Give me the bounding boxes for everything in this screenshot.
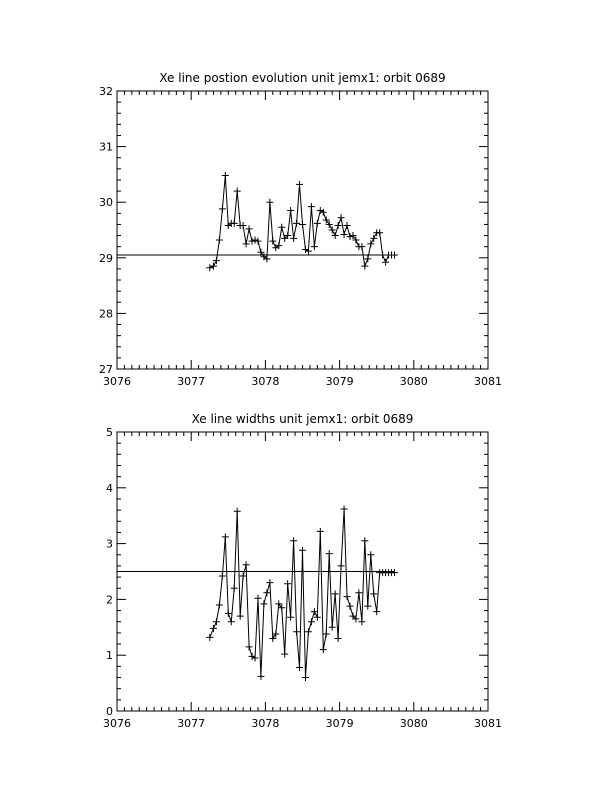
series-line bbox=[210, 509, 395, 678]
data-point-marker bbox=[287, 614, 294, 621]
data-point-marker bbox=[249, 653, 256, 660]
data-point-marker bbox=[367, 551, 374, 558]
data-point-marker bbox=[254, 238, 261, 245]
data-point-marker bbox=[391, 252, 398, 259]
plot-frame bbox=[117, 91, 488, 369]
data-point-marker bbox=[302, 674, 309, 681]
x-tick-label: 3079 bbox=[325, 717, 354, 730]
data-point-marker bbox=[296, 664, 303, 671]
data-point-marker bbox=[266, 199, 273, 206]
x-tick-label: 3079 bbox=[325, 375, 354, 388]
data-point-marker bbox=[326, 550, 333, 557]
data-point-marker bbox=[361, 263, 368, 270]
data-point-marker bbox=[308, 203, 315, 210]
data-point-marker bbox=[335, 635, 342, 642]
chart-title: Xe line postion evolution unit jemx1: orbit 0689 bbox=[159, 71, 446, 85]
data-point-marker bbox=[370, 235, 377, 242]
data-point-marker bbox=[314, 614, 321, 621]
data-point-marker bbox=[391, 569, 398, 576]
data-point-marker bbox=[323, 630, 330, 637]
data-point-marker bbox=[352, 237, 359, 244]
data-point-marker bbox=[269, 238, 276, 245]
y-tick-label: 30 bbox=[99, 196, 113, 210]
data-point-marker bbox=[308, 618, 315, 625]
data-point-marker bbox=[234, 508, 241, 515]
x-tick-label: 3077 bbox=[177, 717, 206, 730]
data-point-marker bbox=[302, 246, 309, 253]
x-tick-label: 3077 bbox=[177, 375, 206, 388]
y-tick-label: 0 bbox=[106, 705, 113, 718]
data-point-marker bbox=[252, 654, 259, 661]
chart-title: Xe line widths unit jemx1: orbit 0689 bbox=[191, 412, 414, 426]
x-tick-label: 3080 bbox=[399, 375, 428, 388]
data-point-marker bbox=[240, 222, 247, 229]
data-point-marker bbox=[206, 264, 213, 271]
data-point-marker bbox=[260, 600, 267, 607]
data-point-marker bbox=[266, 579, 273, 586]
data-point-marker bbox=[329, 227, 336, 234]
y-tick-label: 1 bbox=[106, 649, 113, 663]
data-point-marker bbox=[370, 590, 377, 597]
data-point-marker bbox=[338, 214, 345, 221]
data-point-marker bbox=[284, 580, 291, 587]
y-tick-label: 32 bbox=[99, 85, 113, 98]
position-evolution-chart bbox=[99, 71, 502, 388]
x-tick-label: 3081 bbox=[474, 375, 502, 388]
x-tick-label: 3080 bbox=[399, 717, 428, 730]
data-point-marker bbox=[344, 222, 351, 229]
data-point-marker bbox=[323, 216, 330, 223]
y-tick-label: 31 bbox=[99, 140, 113, 154]
data-point-marker bbox=[305, 248, 312, 255]
data-point-marker bbox=[231, 585, 238, 592]
data-point-marker bbox=[254, 595, 261, 602]
data-point-marker bbox=[311, 608, 318, 615]
data-point-marker bbox=[216, 601, 223, 608]
data-point-marker bbox=[225, 610, 232, 617]
data-point-marker bbox=[364, 603, 371, 610]
data-point-marker bbox=[272, 630, 279, 637]
data-point-marker bbox=[317, 207, 324, 214]
data-point-marker bbox=[320, 209, 327, 216]
y-tick-label: 29 bbox=[99, 251, 113, 265]
data-point-marker bbox=[299, 547, 306, 554]
data-point-marker bbox=[222, 533, 229, 540]
data-point-marker bbox=[240, 572, 247, 579]
data-point-marker bbox=[216, 237, 223, 244]
data-point-marker bbox=[355, 589, 362, 596]
data-point-marker bbox=[243, 561, 250, 568]
data-point-marker bbox=[349, 232, 356, 239]
data-point-marker bbox=[358, 243, 365, 250]
data-point-marker bbox=[326, 221, 333, 228]
data-point-marker bbox=[210, 625, 217, 632]
data-point-marker bbox=[376, 229, 383, 236]
y-tick-label: 27 bbox=[99, 363, 113, 376]
data-point-marker bbox=[332, 590, 339, 597]
data-point-marker bbox=[329, 624, 336, 631]
x-tick-label: 3078 bbox=[251, 375, 280, 388]
y-tick-label: 3 bbox=[106, 537, 113, 551]
data-point-marker bbox=[213, 618, 220, 625]
data-point-marker bbox=[293, 628, 300, 635]
data-point-marker bbox=[311, 243, 318, 250]
data-point-marker bbox=[263, 589, 270, 596]
data-point-marker bbox=[382, 259, 389, 266]
x-tick-label: 3076 bbox=[103, 375, 131, 388]
data-point-marker bbox=[346, 603, 353, 610]
y-tick-label: 5 bbox=[106, 426, 113, 439]
data-point-marker bbox=[237, 613, 244, 620]
data-point-marker bbox=[206, 634, 213, 641]
data-point-marker bbox=[257, 673, 264, 680]
data-point-marker bbox=[278, 224, 285, 231]
data-point-marker bbox=[317, 528, 324, 535]
data-point-marker bbox=[373, 608, 380, 615]
data-point-marker bbox=[219, 572, 226, 579]
data-point-marker bbox=[299, 221, 306, 228]
data-point-marker bbox=[234, 188, 241, 195]
data-point-marker bbox=[228, 618, 235, 625]
data-point-marker bbox=[361, 537, 368, 544]
data-point-marker bbox=[281, 651, 288, 658]
data-point-marker bbox=[305, 628, 312, 635]
data-point-marker bbox=[314, 220, 321, 227]
data-point-marker bbox=[335, 222, 342, 229]
data-point-marker bbox=[222, 172, 229, 179]
data-point-marker bbox=[341, 506, 348, 513]
x-tick-label: 3076 bbox=[103, 717, 131, 730]
data-point-marker bbox=[338, 562, 345, 569]
data-point-marker bbox=[364, 255, 371, 262]
x-tick-label: 3078 bbox=[251, 717, 280, 730]
data-point-marker bbox=[293, 220, 300, 227]
data-point-marker bbox=[252, 237, 259, 244]
data-point-marker bbox=[332, 232, 339, 239]
y-tick-label: 2 bbox=[106, 593, 113, 607]
data-point-marker bbox=[367, 240, 374, 247]
data-point-marker bbox=[246, 225, 253, 232]
data-point-marker bbox=[246, 643, 253, 650]
data-point-marker bbox=[219, 205, 226, 212]
data-point-marker bbox=[320, 646, 327, 653]
data-point-marker bbox=[269, 635, 276, 642]
x-tick-label: 3081 bbox=[474, 717, 502, 730]
data-point-marker bbox=[210, 263, 217, 270]
data-point-marker bbox=[287, 207, 294, 214]
y-tick-label: 4 bbox=[106, 481, 113, 495]
data-point-marker bbox=[213, 257, 220, 264]
data-point-marker bbox=[344, 593, 351, 600]
y-tick-label: 28 bbox=[99, 307, 113, 321]
line-widths-chart bbox=[103, 412, 502, 730]
data-point-marker bbox=[290, 537, 297, 544]
data-point-marker bbox=[296, 181, 303, 188]
